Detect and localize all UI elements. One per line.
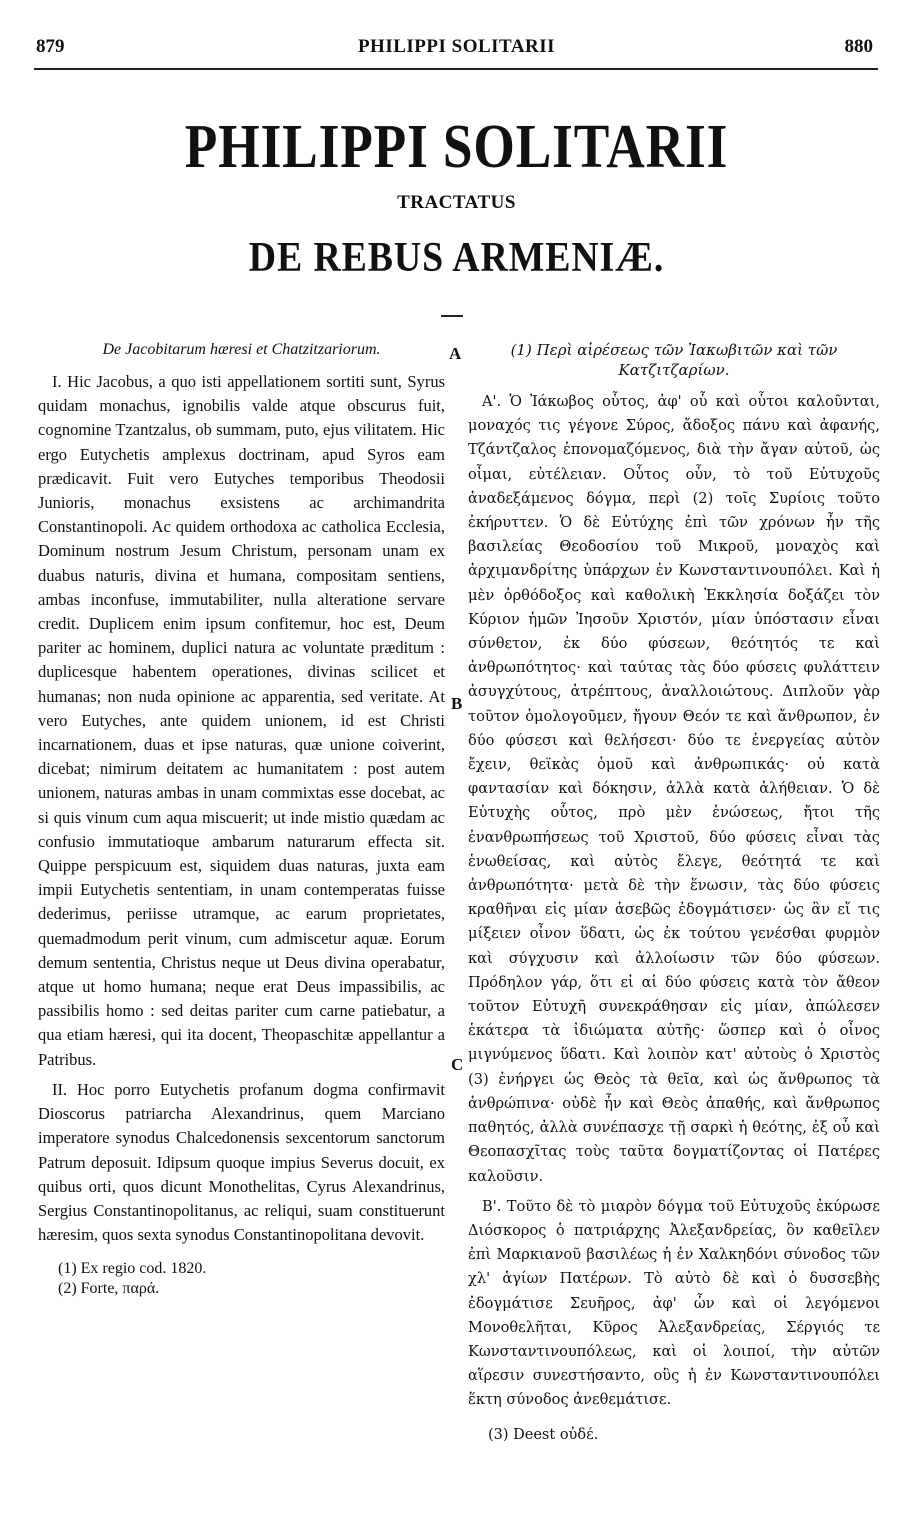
greek-paragraph-2: Β'. Τοῦτο δὲ τὸ μιαρὸν δόγμα τοῦ Εὐτυχοῦς ἐκύρωσε Διόσκορος ὁ πατριάρχης Ἀλεξανδρείας, ὃν καθεῖλεν ἐπὶ Μαρκιανοῦ βασιλέως ἡ ἐν Χαλκηδόνι σύνοδος τῶν χλ' ἁγίων Πατέρων. Τὸ αὐτὸ δὲ καὶ ὁ δυσσεβὴς ἐδογμάτισε Σευῆρος, ἀφ' ὧν καὶ οἱ λεγόμενοι Μονοθελῆται, Κῦρος Ἀλεξανδρείας, Σέργιός τε Κωνσταντινουπόλεως, καὶ οἱ λοιποί, τὴν αὐτῶν αἵρεσιν συνεστήσαντο, οὓς ἡ ἐν Κωνσταντινουπόλει ἕκτη σύνοδος ἀνεθεμάτισε.: [468, 1197, 880, 1409]
latin-column: [38, 340, 445, 1299]
latin-footnote-2: (2) Forte, παρά.: [58, 1280, 160, 1298]
greek-heading: (1) Περὶ αἱρέσεως τῶν Ἰακωβιτῶν καὶ τῶν Κατζιτζαρίων.: [510, 341, 838, 379]
page-number-right: 880: [844, 36, 873, 57]
latin-footnote-1: (1) Ex regio cod. 1820.: [58, 1260, 207, 1278]
page-number-left: 879: [36, 36, 65, 57]
work-title: DE REBUS ARMENIÆ.: [248, 235, 665, 281]
running-head-title: PHILIPPI SOLITARII: [357, 36, 556, 57]
title-rule: [441, 315, 463, 317]
margin-letter-a: A: [449, 344, 462, 363]
latin-heading: De Jacobitarum hæresi et Chatzitzariorum.: [102, 341, 381, 358]
running-head: [0, 36, 913, 62]
header-rule: [34, 68, 878, 70]
greek-footnote-1: (3) Deest οὐδέ.: [488, 1426, 599, 1443]
main-title: PHILIPPI SOLITARII: [184, 113, 729, 181]
latin-paragraph-2: II. Hoc porro Eutychetis profanum dogma confirmavit Dioscorus patriarcha Alexandrinus, quem Marciano imperatore synodus Chalcedonensis sexcentorum sanctorum Patrum deposuit. Idipsum quoque impius Severus docuit, ex quibus orti, quos dicunt Monothelitas, Cyrus Alexandrinus, Sergius Constantinopolitanus, ac reliqui, suam constituerunt hæresim, quos sexta synodus Constantinopolitana devovit.: [38, 1079, 445, 1245]
latin-paragraph-1: I. Hic Jacobus, a quo isti appellationem sortiti sunt, Syrus quidam monachus, ignobilis valde atque obscurus fuit, cognomine Tzantzalus, ob summam, puto, ejus vilitatem. Hic ergo Eutychetis amplexus doctrinam, apud Syros eam prædicavit. Fuit vero Eutyches temporibus Theodosii Junioris, monachus exsistens ac archimandrita Constantinopoli. Ac quidem orthodoxa ac catholica Ecclesia, Dominum nostrum Jesum Christum, personam unam ex duabus naturis, divina et humana, compositam sentiens, ambas inconfuse, immutabiliter, nulla alteratione servare credit. Duplicem enim ipsum confitemur, hoc est, Deum pariter ac hominem, duplici natura ac voluntate præditum : duplicesque habentem operationes, divinas scilicet et humanas; non nuda opinione ac apparentia, sed veritate. At vero Eutyches, ante quidem unionem, id est Christi incarnationem, duas et ipse naturas, quæ unione coiverint, dicebat; nimirum deitatem ac humanitatem : post autem unionem, naturas ambas in unam commixtas esse docebat, ac si quis vinum cum aqua miscuerit; ut inde mistio quædam ac confusio immutatioque ambarum naturarum effecta sit. Quippe perspicuum est, siquidem duas naturas, juxta eam impii Eutychetis sententiam, in unam contemperatas fuisse dederimus, periisse utramque, ac earum proprietates, quemadmodum perit vinum, cum admiscetur aquæ. Eorum demum sententia, Christus neque ut Deus divina operabatur, atque ut homo humana; neque erat Deus impassibilis, ac passibilis homo : sed deitas pariter cum carne patiebatur, a qua etiam hæresi, qui ita docent, Theopaschitæ appellantur a Patribus.: [38, 372, 445, 1069]
greek-paragraph-1: Α'. Ὁ Ἰάκωβος οὗτος, ἀφ' οὗ καὶ οὗτοι καλοῦνται, μοναχός τις γέγονε Σύρος, ἄδοξος πάνυ καὶ ἀφανής, Τζάντζαλος ἐπονομαζόμενος, διὰ τὴν ἄγαν αὐτοῦ, ὡς οἶμαι, εὐτέλειαν. Οὗτος οὖν, τὸ τοῦ Εὐτυχοῦς ἀναδεξάμενος δόγμα, περὶ (2) τοῖς Συρίοις τοῦτο ἐκήρυττεν. Ὁ δὲ Εὐτύχης ἐπὶ τῶν χρόνων ἦν τῆς βασιλείας Θεοδοσίου τοῦ Μικροῦ, μοναχὸς καὶ ἀρχιμανδρίτης ὑπάρχων ἐν Κωνσταντινουπόλει. Καὶ ἡ μὲν ὀρθόδοξος καὶ καθολικὴ Ἐκκλησία δοξάζει τὸν Κύριον ἡμῶν Ἰησοῦν Χριστόν, μίαν ὑπόστασιν εἶναι σύνθετον, ἐκ δύο φύσεων, θεότητός τε καὶ ἀνθρωπότητος· καὶ ταύτας τὰς δύο φύσεις φυλάττειν ἀσυγχύτους, ἀτρέπτους, ἀναλλοιώτους. Διπλοῦν γὰρ τοῦτον ὁμολογοῦμεν, ἤγουν Θεόν τε καὶ ἄνθρωπον, ἐν δύο φύσεσι καὶ θελήσεσι· δύο τε ἐνεργείας αὐτὸν ἔχειν, θεϊκὰς ὁμοῦ καὶ ἀνθρωπικάς· οὐ κατὰ φαντασίαν καὶ δόκησιν, ἀλλὰ κατὰ ἀλήθειαν. Ὁ δὲ Εὐτυχὴς οὗτος, πρὸ μὲν ἑνώσεως, ἤτοι τῆς ἐνανθρωπήσεως τοῦ Χριστοῦ, δύο φύσεις εἶναι τὰς ἑνωθείσας, καὶ αὐτὸς ἔλεγε, θεότητά τε καὶ ἀνθρωπότητα· μετὰ δὲ τὴν ἕνωσιν, τὰς δύο φύσεις κραθῆναι εἰς μίαν ἀσεβῶς ἐδογμάτισεν· ὡς ἂν εἴ τις μίξειεν οἶνον ὕδατι, ὡς ἐκ τούτου γενέσθαι φυρμὸν καὶ σύγχυσιν καὶ ἀλλοίωσιν τῶν δύο φύσεων. Πρόδηλον γάρ, ὅτι εἰ αἱ δύο φύσεις κατὰ τὸν ἄθεον τοῦτον Εὐτυχῆ συνεκράθησαν εἰς μίαν, ἀπώλεσεν ἑκάτερα τὰ ἰδιώματα αὐτῆς· ὥσπερ καὶ ὁ οἶνος μιγνύμενος ὕδατι. Καὶ λοιπὸν κατ' αὐτοὺς ὁ Χριστὸς (3) ἐνήργει ὡς Θεὸς τὰ θεῖα, καὶ ὡς ἄνθρωπος τὰ ἀνθρώπινα· οὐδὲ ἦν καὶ Θεὸς ἀπαθής, καὶ ἄνθρωπος παθητός, ἀλλὰ συνέπασχε τῇ σαρκὶ ἡ θεότης, ἐξ οὗ καὶ Θεοπασχῖτας τοὺς ταῦτα δογματίζοντας οἱ Πατέρες καλοῦσιν.: [468, 393, 880, 1185]
margin-letter-b: B: [451, 694, 463, 713]
margin-letter-c: C: [451, 1055, 464, 1074]
greek-column: [468, 340, 880, 1445]
subtitle: TRACTATUS: [397, 192, 516, 213]
